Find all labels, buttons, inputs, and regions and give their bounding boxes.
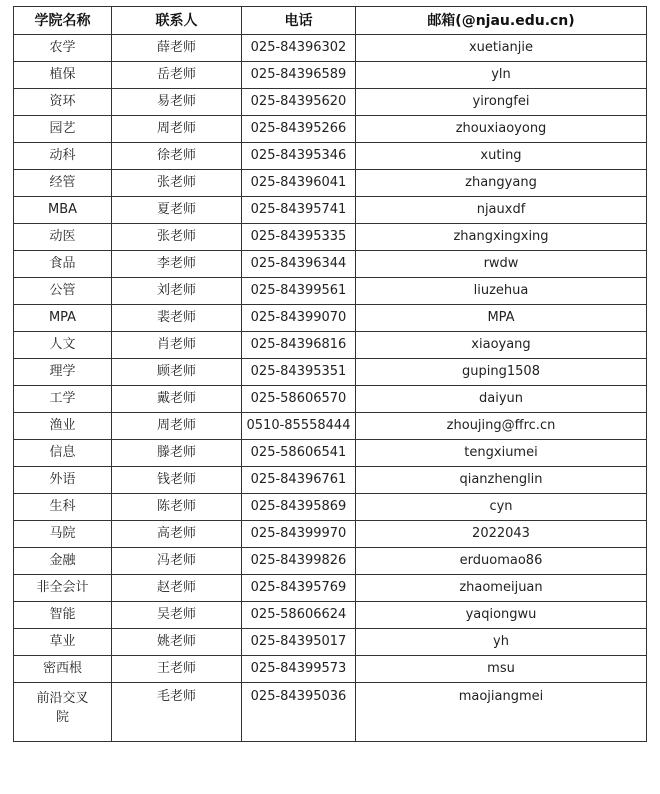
college-name-cell: 人文 [14,332,112,359]
phone-cell: 025-84399561 [242,278,356,305]
email-cell: 2022043 [356,521,647,548]
college-name-cell: 经管 [14,170,112,197]
phone-cell: 025-84395741 [242,197,356,224]
email-cell: zhangyang [356,170,647,197]
table-row [14,629,647,656]
phone-cell: 025-84399070 [242,305,356,332]
phone-cell: 025-84396589 [242,62,356,89]
phone-cell: 025-84395266 [242,116,356,143]
phone-cell: 025-84396344 [242,251,356,278]
table-row [14,656,647,683]
contact-person-cell: 滕老师 [112,440,242,467]
email-cell: liuzehua [356,278,647,305]
contact-person-cell: 肖老师 [112,332,242,359]
contact-person-cell: 岳老师 [112,62,242,89]
contact-person-cell: 夏老师 [112,197,242,224]
phone-cell: 025-84399826 [242,548,356,575]
college-name-cell: 非全会计 [14,575,112,602]
email-cell: yirongfei [356,89,647,116]
table-body [14,35,647,742]
email-cell: xuetianjie [356,35,647,62]
table-row [14,548,647,575]
college-name-cell: 工学 [14,386,112,413]
email-cell: cyn [356,494,647,521]
email-cell: rwdw [356,251,647,278]
email-cell: xiaoyang [356,332,647,359]
college-name-cell: 信息 [14,440,112,467]
contact-person-cell: 薛老师 [112,35,242,62]
table-row [14,683,647,742]
college-name-cell: 智能 [14,602,112,629]
college-name-cell: 动科 [14,143,112,170]
email-cell: njauxdf [356,197,647,224]
phone-cell: 025-58606570 [242,386,356,413]
email-cell: MPA [356,305,647,332]
phone-cell: 025-84395036 [242,683,356,742]
contact-person-cell: 高老师 [112,521,242,548]
college-name-cell: 园艺 [14,116,112,143]
table-row [14,575,647,602]
table-row [14,170,647,197]
phone-cell: 025-84395769 [242,575,356,602]
email-cell: maojiangmei [356,683,647,742]
email-cell: xuting [356,143,647,170]
phone-cell: 025-84395335 [242,224,356,251]
contact-person-cell: 李老师 [112,251,242,278]
email-cell: erduomao86 [356,548,647,575]
table-row [14,89,647,116]
table-header [14,7,647,35]
contact-person-cell: 陈老师 [112,494,242,521]
college-name-cell: 金融 [14,548,112,575]
contact-person-cell: 赵老师 [112,575,242,602]
email-cell: daiyun [356,386,647,413]
email-cell: zhoujing@ffrc.cn [356,413,647,440]
table-row [14,35,647,62]
table-row [14,359,647,386]
email-cell: yln [356,62,647,89]
header-phone: 电话 [242,7,356,35]
contact-person-cell: 徐老师 [112,143,242,170]
email-cell: yaqiongwu [356,602,647,629]
table-row [14,62,647,89]
table-row [14,224,647,251]
contact-person-cell: 张老师 [112,224,242,251]
college-name-cell: MPA [14,305,112,332]
table-row [14,440,647,467]
phone-cell: 025-84395620 [242,89,356,116]
contact-person-cell: 王老师 [112,656,242,683]
table-row [14,386,647,413]
email-cell: zhangxingxing [356,224,647,251]
college-name-cell: 渔业 [14,413,112,440]
table-row [14,251,647,278]
table-row [14,305,647,332]
college-name-cell: MBA [14,197,112,224]
contact-person-cell: 戴老师 [112,386,242,413]
table-row [14,332,647,359]
phone-cell: 025-84396761 [242,467,356,494]
college-name-cell: 农学 [14,35,112,62]
contact-person-cell: 周老师 [112,116,242,143]
phone-cell: 025-58606624 [242,602,356,629]
contact-person-cell: 张老师 [112,170,242,197]
table-row [14,116,647,143]
table-row [14,602,647,629]
email-cell: zhaomeijuan [356,575,647,602]
phone-cell: 025-84395869 [242,494,356,521]
email-cell: guping1508 [356,359,647,386]
contact-person-cell: 毛老师 [112,683,242,742]
contact-person-cell: 钱老师 [112,467,242,494]
contact-person-cell: 周老师 [112,413,242,440]
college-name-cell: 植保 [14,62,112,89]
contact-person-cell: 吴老师 [112,602,242,629]
phone-cell: 025-84399970 [242,521,356,548]
phone-cell: 025-84395351 [242,359,356,386]
phone-cell: 025-84396041 [242,170,356,197]
header-row [14,7,647,35]
contact-person-cell: 裴老师 [112,305,242,332]
contact-person-cell: 顾老师 [112,359,242,386]
header-email: 邮箱(@njau.edu.cn) [356,7,647,35]
table-row [14,143,647,170]
college-name-cell: 动医 [14,224,112,251]
table-row [14,278,647,305]
college-name-cell: 公管 [14,278,112,305]
header-contact: 联系人 [112,7,242,35]
college-name-cell: 理学 [14,359,112,386]
college-name-cell: 外语 [14,467,112,494]
phone-cell: 025-58606541 [242,440,356,467]
college-name-cell: 密西根 [14,656,112,683]
college-name-cell: 草业 [14,629,112,656]
contacts-table [13,6,647,742]
college-name-cell: 食品 [14,251,112,278]
contact-person-cell: 易老师 [112,89,242,116]
phone-cell: 025-84396816 [242,332,356,359]
table-row [14,413,647,440]
table-row [14,467,647,494]
table-row [14,521,647,548]
email-cell: qianzhenglin [356,467,647,494]
college-name-cell: 马院 [14,521,112,548]
phone-cell: 0510-85558444 [242,413,356,440]
phone-cell: 025-84395017 [242,629,356,656]
phone-cell: 025-84396302 [242,35,356,62]
contact-person-cell: 刘老师 [112,278,242,305]
contact-person-cell: 姚老师 [112,629,242,656]
email-cell: tengxiumei [356,440,647,467]
phone-cell: 025-84395346 [242,143,356,170]
table-row [14,197,647,224]
college-name-cell: 前沿交叉院 [14,683,112,742]
email-cell: zhouxiaoyong [356,116,647,143]
email-cell: yh [356,629,647,656]
college-name-cell: 生科 [14,494,112,521]
contact-person-cell: 冯老师 [112,548,242,575]
table-row [14,494,647,521]
header-college: 学院名称 [14,7,112,35]
email-cell: msu [356,656,647,683]
college-name-cell: 资环 [14,89,112,116]
phone-cell: 025-84399573 [242,656,356,683]
